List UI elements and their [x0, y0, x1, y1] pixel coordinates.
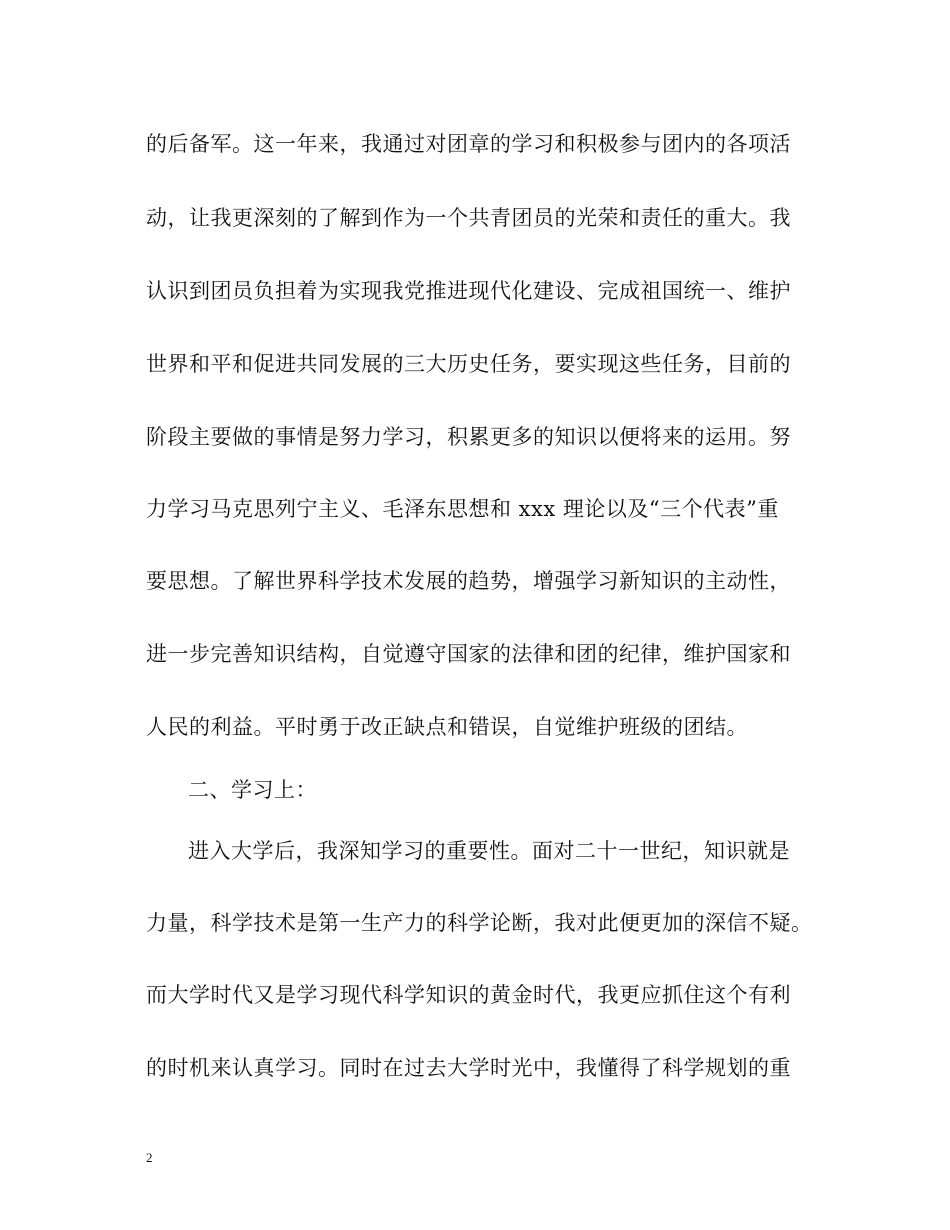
text-line: 阶段主要做的事情是努力学习，积累更多的知识以便将来的运用。努	[146, 425, 791, 449]
paragraph-first-line: 进入大学后，我深知学习的重要性。面对二十一世纪，知识就是	[188, 839, 790, 863]
text-line: 而大学时代又是学习现代科学知识的黄金时代，我更应抓住这个有利	[146, 983, 791, 1007]
text-line: 动，让我更深刻的了解到作为一个共青团员的光荣和责任的重大。我	[146, 206, 791, 230]
text-line: 进一步完善知识结构，自觉遵守国家的法律和团的纪律，维护国家和	[146, 642, 791, 666]
text-line: 要思想。了解世界科学技术发展的趋势，增强学习新知识的主动性，	[146, 569, 791, 593]
page-number: 2	[146, 1150, 153, 1165]
text-line: 的后备军。这一年来，我通过对团章的学习和积极参与团内的各项活	[146, 132, 791, 156]
text-line: 力学习马克思列宁主义、毛泽东思想和 xxx 理论以及“三个代表”重	[146, 497, 779, 521]
section-heading: 二、学习上：	[188, 778, 317, 802]
text-line: 人民的利益。平时勇于改正缺点和错误，自觉维护班级的团结。	[146, 715, 748, 739]
text-line: 认识到团员负担着为实现我党推进现代化建设、完成祖国统一、维护	[146, 279, 791, 303]
text-line: 力量，科学技术是第一生产力的科学论断，我对此便更加的深信不疑。	[146, 911, 813, 935]
text-line: 世界和平和促进共同发展的三大历史任务，要实现这些任务，目前的	[146, 352, 791, 376]
text-line: 的时机来认真学习。同时在过去大学时光中，我懂得了科学规划的重	[146, 1056, 791, 1080]
